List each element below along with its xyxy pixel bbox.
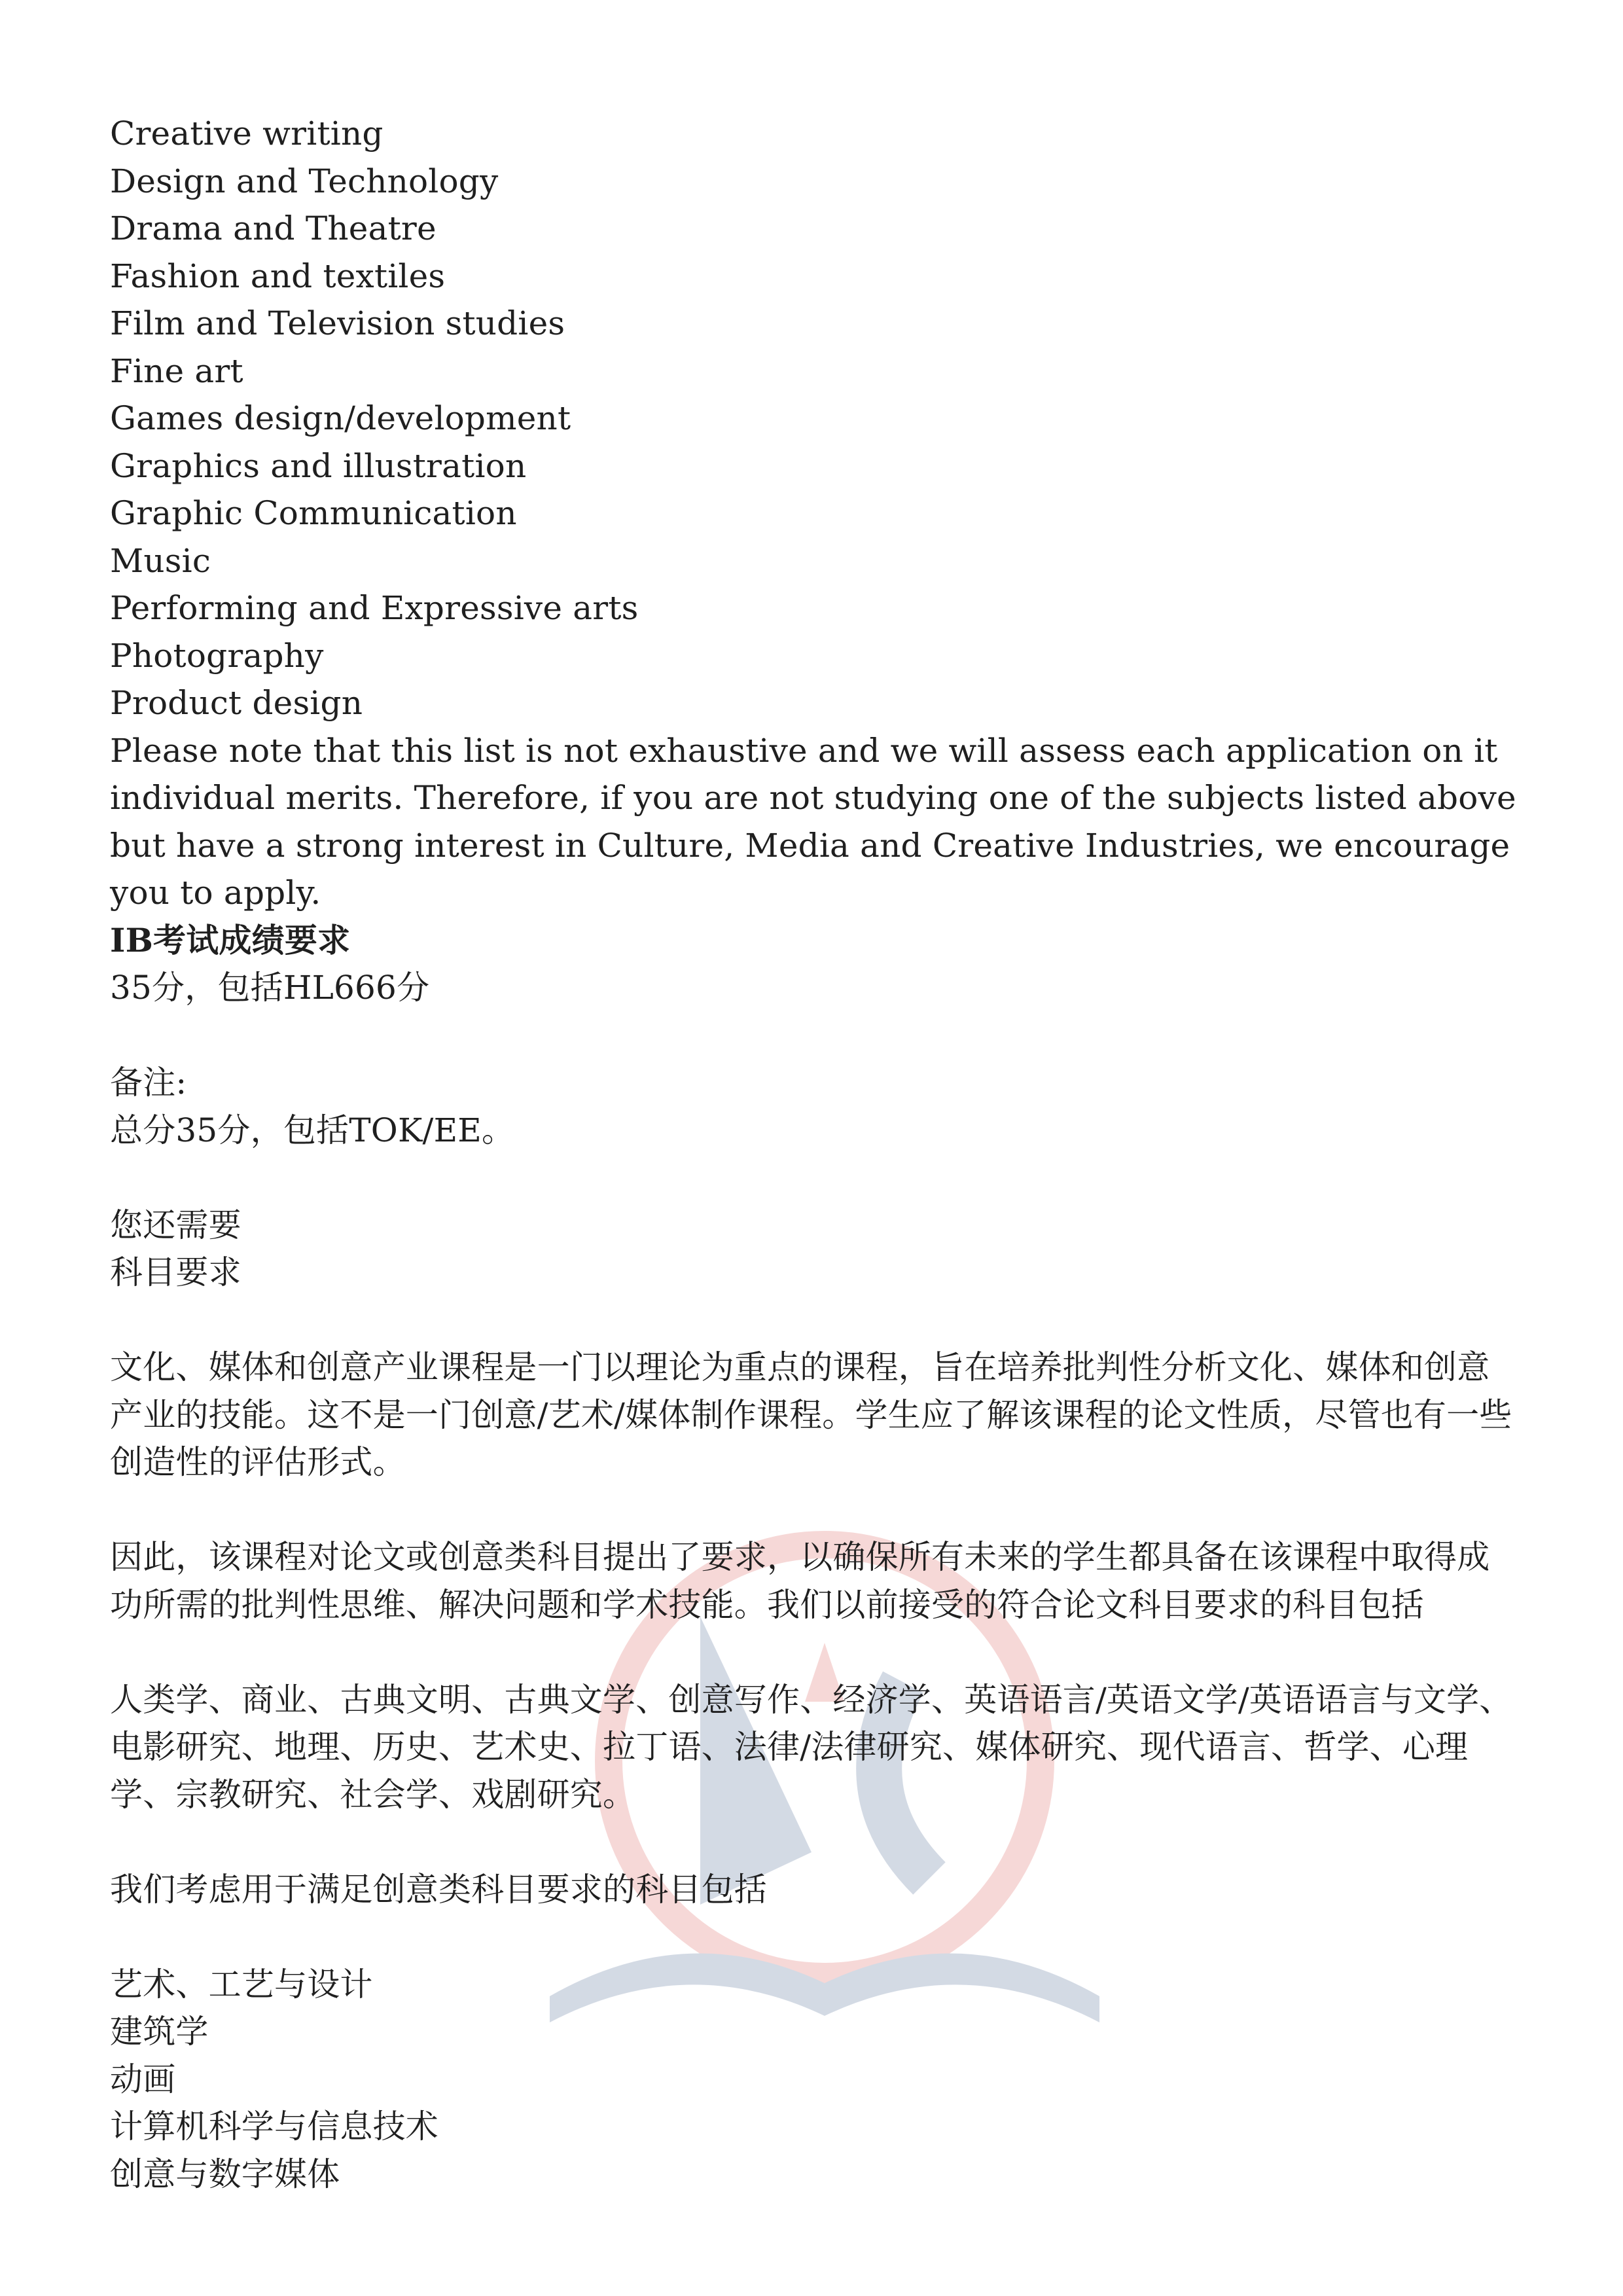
course-description-paragraph: 文化、媒体和创意产业课程是一门以理论为重点的课程，旨在培养批判性分析文化、媒体和创意产业的技能。这不是一门创意/艺术/媒体制作课程。学生应了解该课程的论文性质，尽管也有一些创造性的评估形式。 bbox=[110, 1348, 1512, 1481]
subject-item: Design and Technology bbox=[110, 162, 499, 200]
subject-item: Drama and Theatre bbox=[110, 209, 437, 247]
creative-subjects-intro: 我们考虑用于满足创意类科目要求的科目包括 bbox=[110, 1870, 767, 1909]
subject-item: Performing and Expressive arts bbox=[110, 589, 639, 627]
creative-subject-item: 创意与数字媒体 bbox=[110, 2155, 340, 2193]
remark-text: 总分35分，包括TOK/EE。 bbox=[110, 1111, 515, 1149]
subject-requirements-heading: 科目要求 bbox=[110, 1253, 241, 1291]
subject-item: Product design bbox=[110, 684, 363, 722]
requirement-paragraph: 因此，该课程对论文或创意类科目提出了要求，以确保所有未来的学生都具备在该课程中取得成功所需的批判性思维、解决问题和学术技能。我们以前接受的符合论文科目要求的科目包括 bbox=[110, 1538, 1490, 1624]
subject-item: Fashion and textiles bbox=[110, 257, 446, 295]
ib-heading: IB考试成绩要求 bbox=[110, 920, 351, 960]
creative-subject-item: 建筑学 bbox=[110, 2013, 209, 2051]
subject-item: Fine art bbox=[110, 351, 243, 390]
subject-item: Music bbox=[110, 541, 211, 580]
note-paragraph: Please note that this list is not exhaustive and we will assess each application on it individual merits. Therefore, if you are not studying one of the subjects listed above but have a strong interest in Culture, Media and Creative Industries, we encourage you to apply. bbox=[110, 731, 1516, 912]
creative-subject-item: 艺术、工艺与设计 bbox=[110, 1965, 373, 2003]
subject-item: Creative writing bbox=[110, 115, 383, 152]
essay-subjects-paragraph: 人类学、商业、古典文明、古典文学、创意写作、经济学、英语语言/英语文学/英语语言与文学、电影研究、地理、历史、艺术史、拉丁语、法律/法律研究、媒体研究、现代语言、哲学、心理学、宗教研究、社会学、戏剧研究。 bbox=[110, 1680, 1512, 1814]
subject-item: Graphic Communication bbox=[110, 494, 517, 532]
ib-score: 35分，包括HL666分 bbox=[110, 969, 430, 1007]
creative-subject-item: 动画 bbox=[110, 2060, 176, 2098]
creative-subject-item: 计算机科学与信息技术 bbox=[110, 2108, 438, 2145]
subject-item: Film and Television studies bbox=[110, 304, 565, 342]
subject-item: Games design/development bbox=[110, 399, 571, 437]
subject-item: Photography bbox=[110, 636, 324, 675]
subject-item: Graphics and illustration bbox=[110, 446, 527, 485]
remark-label: 备注: bbox=[110, 1064, 187, 1102]
document-body bbox=[110, 110, 1517, 2198]
also-need-label: 您还需要 bbox=[110, 1206, 241, 1244]
